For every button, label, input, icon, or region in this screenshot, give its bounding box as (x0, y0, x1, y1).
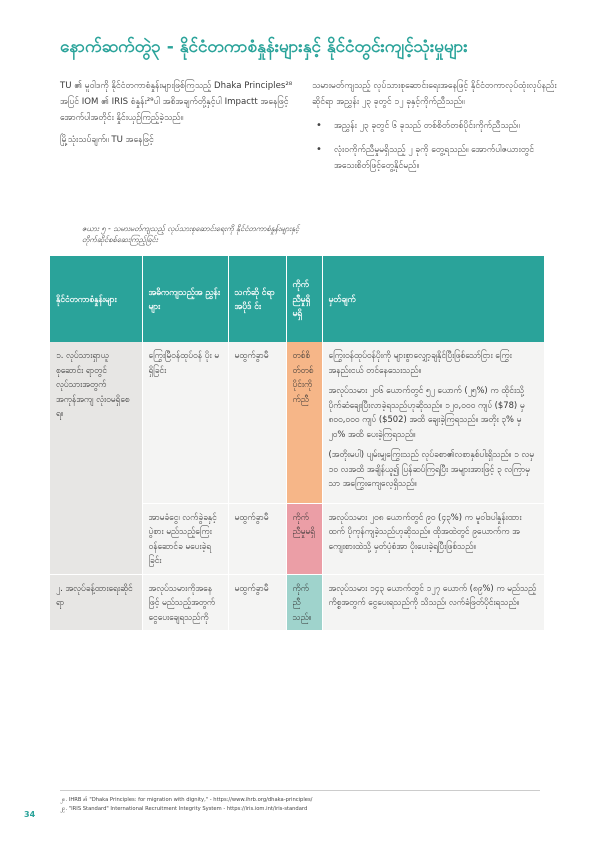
table-row (50, 574, 544, 631)
note-paragraph: အလုပ်သမား ၁၄၃ ယောက်တွင် ၁၂၇ ယောက် (၈၉%) က မည်သည့်ကိစ္စအတွက် ငွေပေးရသည်ကို သိသည်၊ လက်ခံဖြတ်ပိုင်းရသည်။ (328, 582, 537, 607)
summary-bullet-list (312, 118, 562, 174)
footnote-item: ၂၉. "IRIS Standard" International Recruitment Integrity System - https://iris.iom.int/iris-standard (60, 806, 308, 812)
table-caption: ဇယား ၅ - သမားမတ်ကျသည့် လုပ်သားစုဆောင်းရေးကို နိုင်ငံတကာစံနှုန်းများနှင့် တိုက်ဆိုင်စစ်ဆေးကြည့်ခြင်း (82, 224, 300, 244)
note-paragraph: ကြွေးဝန်ထုပ်ဝန်ပိုးကို များစွာလျှော့ချနိုင်ပြီးဖြစ်သော်ငြား ကြွေးအနည်းငယ် တင်နေသေးသည်။ (328, 350, 512, 375)
cell-notes (322, 342, 544, 503)
cell-indicator: အလုပ်သမားကိုအနေ ဖြင့် မည်သည့်အတွက် ငွေပေးချေရသည်ကို (142, 574, 228, 631)
table-header-row (50, 256, 544, 342)
intro-right-paragraph: သမားမတ်ကျသည့် လုပ်သားစုဆောင်းရေးအနေဖြင့် နိုင်ငံတကာလုပ်ထုံးလုပ်နည်းဆိုင်ရာ အညွှန်း ၂၃ ခုတွင် ၁၂ ခုနှင့်ကိုက်ညီသည်။ (312, 81, 557, 107)
intro-right-column (312, 78, 562, 182)
cell-compliance-status: ကိုက်ညီ သည်။ (286, 574, 322, 631)
header-relevant-section: သက်ဆို င်ရာအပိုဒ် င်း (228, 256, 286, 342)
cell-section: မထွက်ခွာမီ (228, 503, 286, 574)
note-paragraph: အလုပ်သမား ၂၀၆ ယောက်တွင် ၅၂ ယောက် (၂၅%) က ထိုင်းသို့ ပိုက်ဆံချေးပြီးလာခဲ့ရသည်ဟုဆိုသည်။ ၁၂၀,၀၀၀ ကျပ် ($78) မှ ၈၀၀,၀၀၀ ကျပ် ($502) အထိ ချေးခဲ့ကြရသည်။ အတိုး ၃% မှ ၂၀% အထိ ပေးခဲ့ကြရသည်။ (328, 385, 525, 439)
cell-section: မထွက်ခွာမီ (228, 574, 286, 631)
intro-paragraph-2: မြို့သုံးသပ်ချက်။ TU အနေဖြင့် (60, 135, 154, 145)
header-notes: မှတ်ချက် (322, 256, 544, 342)
cell-standard: ၁. လုပ်သားရှာယူစုဆောင်း ရာတွင် လုပ်သားအတွက် အကုန်အကျ လုံးဝမရှိစေရ။ (50, 342, 142, 574)
bullet-item: • လုံးဝကိုက်ညီမှုမရှိသည့် ၂ ခုကို တွေ့ရသည်။ အောက်ပါဇယားတွင် အသေးစိတ်ဖြင့်တွေ့နိုင်မည်။ (312, 142, 562, 174)
intro-left-column (60, 78, 300, 154)
cell-notes (322, 503, 544, 574)
header-key-indicators: အဓိကကျသည့်အ ညွှန်းများ (142, 256, 228, 342)
cell-indicator: ကြွေးမြီဝန်ထုပ်ဝန် ပိုး မရှိခြင်း (142, 342, 228, 503)
footnote-item: ၂၈. IHRB ၏ "Dhaka Principles: for migration with dignity," - https://www.ihrb.org/dhaka-principles/ (60, 797, 313, 803)
standards-comparison-table (50, 256, 545, 631)
cell-indicator: အာမခံငွေ၊ လက်ခွဲခနှင့် ပွဲစား မည်သည့်ကြေး ဝန်ဆောင်ခ မပေးခဲ့ရခြင်း (142, 503, 228, 574)
table-row (50, 342, 544, 503)
cell-compliance-status: တစ်စိ တ်တစ် ပိုင်းကို က်ညီ (286, 342, 322, 503)
footnotes (60, 790, 540, 814)
page-title: နောက်ဆက်တွဲ၃ - နိုင်ငံတကာစံနှုန်းများနှင့် နိုင်ငံတွင်းကျင့်သုံးမှုများ (60, 37, 468, 57)
header-compliance: ကိုက် ညီမှုရှိ မရှိ (286, 256, 322, 342)
note-paragraph: အလုပ်သမား ၂၀၈ ယောက်တွင် ၉၀ (၄၃%) က မူဝါဒပါနှုန်းထားထက် ပိုကုန်ကျခဲ့သည်ဟုဆိုသည်။ ထိုအထဲတွင် ၉ယောက်က အကျေးစားထဲသို့ မှတ်ပုံစံအာ ပိုးပေးခဲ့ရပြီးဖြစ်သည်။ (328, 511, 522, 551)
bullet-item: • အညွှန်း ၂၃ ခုတွင် ၆ ခုသည် တစ်စိတ်တစ်ပိုင်းကိုက်ညီသည်။ (312, 118, 562, 134)
header-standards: နိုင်ငံတကာစံနှုန်းများ (50, 256, 142, 342)
cell-notes (322, 574, 544, 631)
intro-paragraph-1: TU ၏ မူဝါဒကို နိုင်ငံတကာစံနှုန်းများဖြစ်ကြသည့် Dhaka Principles²⁸ အပြင် IOM ၏ IRIS စံနှုန်း²⁹ပါ အစိအချက်တို့နှင့်ပါ Impactt အနေဖြင့် အောက်ပါအတိုင်း နှိုင်းယှဉ်ကြည့်ခဲ့သည်။ (60, 81, 293, 123)
page-number: 34 (24, 810, 36, 819)
cell-compliance-status: ကိုက် ညီမှုမရှိ (286, 503, 322, 574)
cell-section: မထွက်ခွာမီ (228, 342, 286, 503)
note-paragraph: (အတိုးမပါ) ပျမ်းမျှကြွေးသည် လုပ်ခစာ၏လစာနှစ်ပါးရှိသည်။ ၁ လမှ ၁၀ လအထိ အချိန်ယူ၍ ပြန်ဆပ်ကြရပြီး အများအားဖြင့် ၃ လကြာမှသာ အကြွေးကျေလေ့ရှိသည်။ (328, 449, 534, 488)
cell-standard: ၂. အလုပ်ခန့်ထားရေးဆိုင် ရာ (50, 574, 142, 631)
